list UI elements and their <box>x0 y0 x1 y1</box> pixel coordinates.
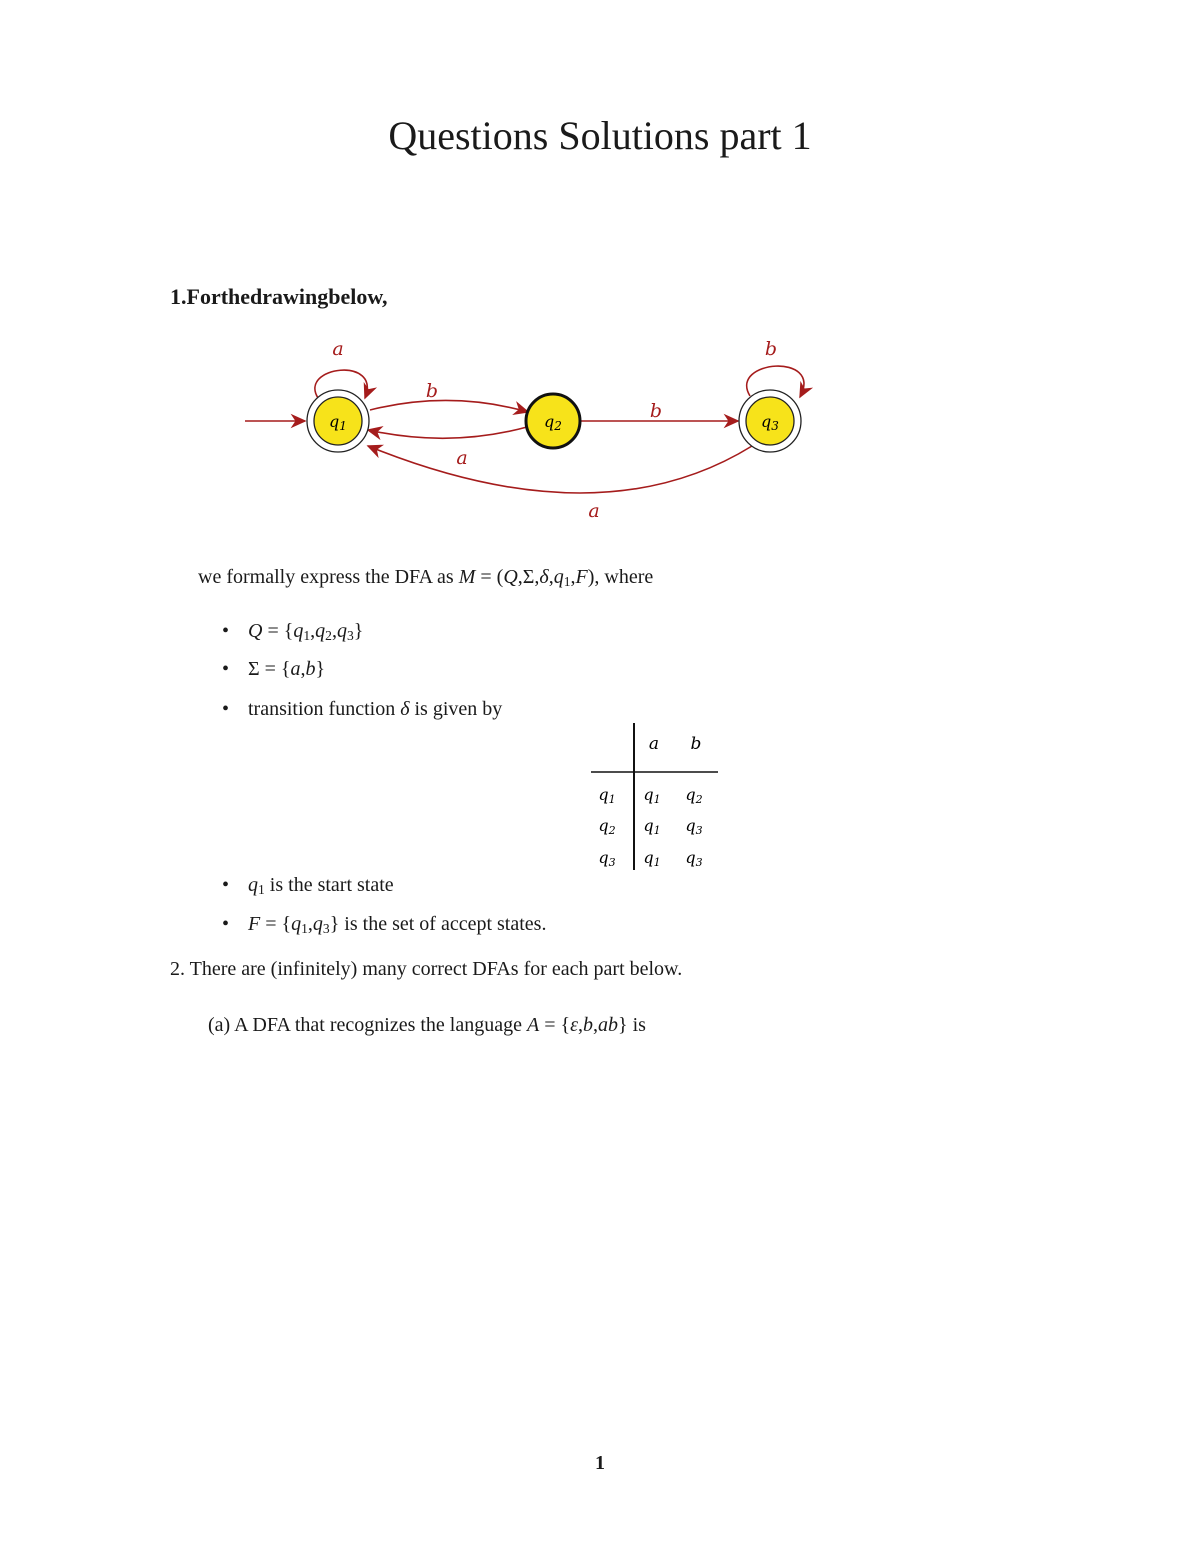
F-q3-sub: 3 <box>322 920 330 936</box>
cell-b-sub: 2 <box>695 793 703 806</box>
row-state: q <box>598 785 609 804</box>
intro-M: M <box>458 566 476 588</box>
F-text: } is the set of accept states. <box>329 913 547 935</box>
page-number: 1 <box>595 1452 605 1474</box>
edge-q3-to-q1 <box>368 446 752 493</box>
state-q3-name: q <box>761 412 772 431</box>
cell-b-sub: 3 <box>695 856 703 869</box>
table-row <box>598 848 702 869</box>
F-var: F <box>248 913 261 935</box>
Q-q1: q <box>293 620 304 642</box>
label-q1-to-q2: b <box>425 380 439 402</box>
bullet-alphabet <box>222 658 325 681</box>
row-state-sub: 2 <box>608 824 616 837</box>
cell-b: q <box>685 848 696 867</box>
intro-delta: δ <box>539 566 549 588</box>
state-q1-name: q <box>329 412 340 431</box>
bullet-dot: • <box>222 913 230 935</box>
Q-q2-sub: 2 <box>325 627 332 643</box>
delta-post: is given by <box>409 698 503 720</box>
cell-b: q <box>685 785 696 804</box>
svg-text:q3 <box>685 816 702 837</box>
bullet-dot: • <box>222 658 230 680</box>
Q-q3-sub: 3 <box>346 627 354 643</box>
intro-comma: , <box>548 566 554 588</box>
page-title: Questions Solutions part 1 <box>388 113 812 158</box>
state-q1 <box>307 390 369 452</box>
Q-c1: , <box>310 620 316 642</box>
q2a-eps: ε <box>570 1014 578 1036</box>
intro-sigma: ,Σ, <box>517 566 540 588</box>
state-q1-sub: 1 <box>339 419 347 433</box>
intro-Q: Q <box>503 566 518 588</box>
sigma-pre: Σ = { <box>248 658 291 680</box>
cell-a-sub: 1 <box>653 856 661 869</box>
state-q3 <box>739 390 801 452</box>
svg-text:q1 <box>643 785 660 806</box>
q2a-pre: (a) A DFA that recognizes the language <box>208 1014 527 1036</box>
intro-F: F <box>575 566 588 588</box>
table-col-a: a <box>648 734 660 754</box>
edge-q1-to-q2 <box>370 400 528 412</box>
bullet-transition <box>222 698 502 721</box>
intro-q-sub: 1 <box>563 573 571 589</box>
svg-text:q3 <box>685 848 702 869</box>
cell-a-sub: 1 <box>653 793 661 806</box>
Q-var: Q <box>248 620 263 642</box>
Q-q2: q <box>315 620 326 642</box>
row-state: q <box>598 816 609 835</box>
q2a-c2: , <box>592 1014 598 1036</box>
table-col-b: b <box>690 734 702 754</box>
bullet-accept-states <box>222 913 546 936</box>
cell-a-sub: 1 <box>653 824 661 837</box>
q2a-A: A <box>526 1014 540 1036</box>
Q-c2: , <box>331 620 337 642</box>
start-q: q <box>248 874 258 896</box>
svg-text:q1 <box>643 816 660 837</box>
delta-sym: δ <box>400 698 410 720</box>
question-2a <box>208 1014 646 1037</box>
intro-eq: = ( <box>475 566 504 588</box>
transition-table <box>585 723 725 873</box>
question-1-heading: 1.Forthedrawingbelow, <box>170 284 388 309</box>
state-q2-sub: 2 <box>554 419 562 433</box>
F-eq: = { <box>260 913 292 935</box>
state-q2 <box>526 394 580 448</box>
intro-suffix: ), where <box>587 566 654 588</box>
F-q1-sub: 1 <box>301 920 308 936</box>
table-row <box>598 816 702 837</box>
bullet-dot: • <box>222 698 230 720</box>
Q-q3: q <box>336 620 347 642</box>
edge-q2-to-q1 <box>368 427 527 438</box>
bullet-dot: • <box>222 874 230 896</box>
intro-comma2: , <box>570 566 576 588</box>
formal-definition-intro <box>198 566 653 589</box>
svg-text:q3 <box>598 848 615 869</box>
start-q-sub: 1 <box>258 881 265 897</box>
bullet-states <box>222 620 363 643</box>
F-q3: q <box>312 913 323 935</box>
sigma-b: b <box>305 658 316 680</box>
row-state-sub: 3 <box>608 856 616 869</box>
label-q2-to-q1: a <box>456 447 468 469</box>
Q-q1-sub: 1 <box>303 627 311 643</box>
F-q1: q <box>291 913 302 935</box>
cell-b-sub: 3 <box>695 824 703 837</box>
svg-text:q2 <box>685 785 702 806</box>
dfa-diagram <box>240 335 820 535</box>
svg-text:q1 <box>598 785 615 806</box>
cell-b: q <box>685 816 696 835</box>
label-q2-to-q3: b <box>649 400 663 422</box>
q2a-c1: , <box>577 1014 583 1036</box>
question-2: 2. There are (infinitely) many correct DFAs for each part below. <box>170 958 683 980</box>
label-q1-loop: a <box>332 338 344 360</box>
row-state: q <box>598 848 609 867</box>
q2a-b: b <box>582 1014 593 1036</box>
q2a-post: } is <box>617 1014 646 1036</box>
q2a-ab: ab <box>597 1014 618 1036</box>
sigma-comma: , <box>300 658 306 680</box>
Q-eq: = { <box>262 620 294 642</box>
sigma-a: a <box>290 658 301 680</box>
cell-a: q <box>643 785 654 804</box>
q2a-eq: = { <box>539 1014 571 1036</box>
state-q2-name: q <box>544 412 555 431</box>
label-q3-to-q1: a <box>588 500 600 522</box>
sigma-close: } <box>315 658 326 680</box>
bullet-start-state <box>222 874 394 897</box>
bullet-dot: • <box>222 620 230 642</box>
row-state-sub: 1 <box>608 793 616 806</box>
intro-q: q <box>553 566 564 588</box>
F-comma: , <box>307 913 313 935</box>
Q-close: } <box>353 620 364 642</box>
cell-a: q <box>643 816 654 835</box>
cell-a: q <box>643 848 654 867</box>
svg-text:q1 <box>643 848 660 869</box>
intro-prefix: we formally express the DFA as <box>198 566 459 588</box>
delta-pre: transition function <box>248 698 401 720</box>
state-q3-sub: 3 <box>771 419 779 433</box>
label-q3-loop: b <box>764 338 778 360</box>
start-text: is the start state <box>264 874 394 896</box>
svg-text:q2 <box>598 816 615 837</box>
table-row <box>598 785 702 806</box>
